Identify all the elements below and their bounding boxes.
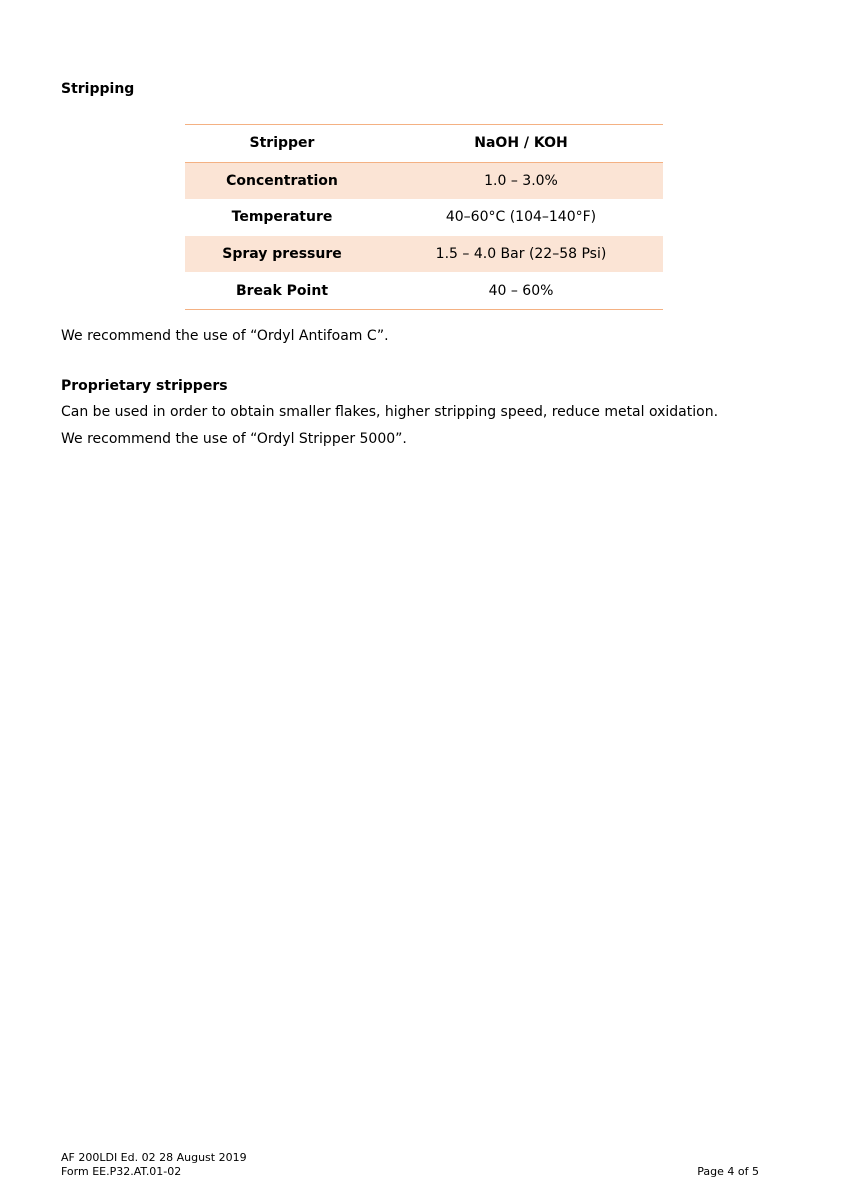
table-row: [185, 199, 663, 236]
table-header-row: [185, 124, 663, 163]
table-row-label: Break Point: [235, 282, 329, 299]
table-row-label: Spray pressure: [222, 246, 342, 263]
stripper-recommendation: We recommend the use of “Ordyl Stripper 5000”.: [61, 431, 407, 447]
footer-form-code: Form EE.P32.AT.01-02: [61, 1165, 182, 1178]
footer-edition: AF 200LDI Ed. 02 28 August 2019: [61, 1151, 247, 1164]
table-row: [185, 236, 663, 273]
table-row-value: 1.5 – 4.0 Bar (22–58 Psi): [435, 246, 607, 263]
table-row: [185, 163, 663, 200]
footer-document-info: [61, 1151, 247, 1179]
table-row-value: 40 – 60%: [488, 282, 554, 299]
table-header-left: Stripper: [249, 135, 315, 152]
table-row: [185, 272, 663, 310]
table-row-label: Concentration: [226, 172, 338, 189]
table-row-label: Temperature: [231, 209, 333, 226]
footer-page-number: Page 4 of 5: [697, 1165, 759, 1178]
section-heading-proprietary-strippers: Proprietary strippers: [61, 378, 228, 394]
proprietary-description: Can be used in order to obtain smaller flakes, higher stripping speed, reduce metal oxidation.: [61, 404, 719, 420]
table-row-value: 1.0 – 3.0%: [484, 172, 558, 189]
table-row-value: 40–60°C (104–140°F): [445, 209, 597, 226]
table-header-right: NaOH / KOH: [474, 135, 568, 152]
section-heading-stripping: Stripping: [61, 81, 135, 97]
stripping-parameters-table: [185, 124, 663, 310]
antifoam-recommendation: We recommend the use of “Ordyl Antifoam C”.: [61, 328, 389, 344]
